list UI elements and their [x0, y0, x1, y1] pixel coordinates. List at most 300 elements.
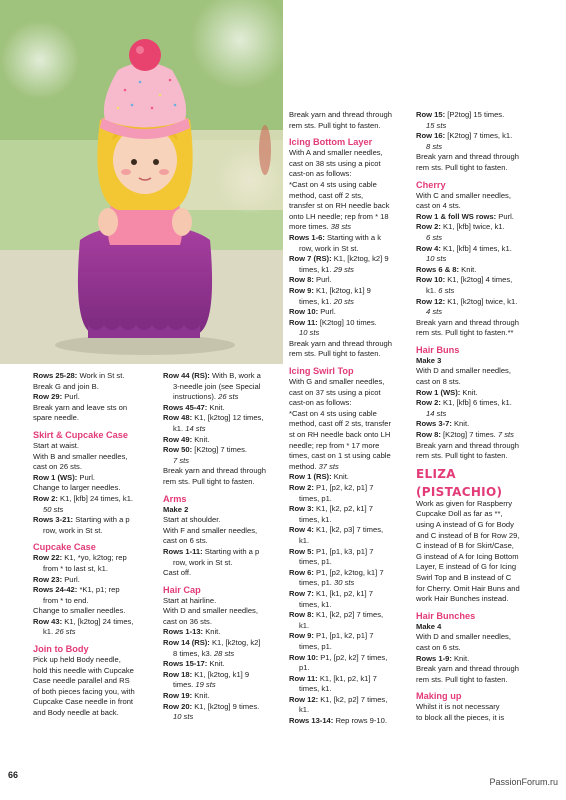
instruction-text: G instead of A for Icing Bottom — [416, 551, 519, 561]
instruction-text: *Cast on 4 sts using cable — [289, 179, 377, 189]
row-label: Rows 1-13: — [163, 627, 204, 637]
instruction-line — [163, 424, 285, 435]
row-label: Row 5: — [289, 546, 314, 556]
instruction-text: P1, [p2, k2tog, k1] 7 — [313, 567, 384, 577]
instruction-line — [416, 409, 556, 420]
instruction-text: and Body needle at back. — [33, 708, 119, 718]
instruction-line — [289, 233, 413, 244]
instruction-text: Purl. — [318, 307, 336, 317]
instruction-text: times, p1. — [299, 578, 335, 588]
row-label: Row 49: — [163, 434, 193, 444]
stitch-count: 6 sts — [438, 285, 455, 295]
stitch-count: 50 sts — [43, 504, 64, 514]
instruction-line — [289, 377, 413, 388]
instruction-line — [289, 525, 413, 536]
instruction-text: rem sts. Pull tight to fasten. — [289, 349, 381, 359]
row-label: Row 23: — [33, 574, 63, 584]
instruction-text: Knit. — [192, 691, 210, 701]
row-label: Row 43: — [33, 616, 63, 626]
stitch-count: 26 sts — [218, 392, 239, 402]
instruction-text: Purl. — [313, 275, 332, 285]
instruction-line — [163, 659, 285, 670]
instruction-text: of both pieces facing you, with — [33, 686, 135, 696]
instruction-line — [163, 536, 285, 547]
instruction-line — [416, 509, 556, 520]
instruction-line — [289, 621, 413, 632]
instruction-text: Purl. — [62, 574, 80, 584]
instruction-line — [289, 494, 413, 505]
instruction-line — [33, 473, 158, 484]
stitch-count: 28 sts — [213, 648, 235, 658]
instruction-line — [416, 297, 556, 308]
instruction-line — [416, 702, 556, 713]
pattern-title: (PISTACHIO) — [416, 485, 503, 500]
instruction-text: Knit. — [451, 653, 470, 663]
row-label: Rows 25-28: — [33, 371, 78, 380]
stitch-count: 26 sts — [55, 627, 76, 637]
instruction-line — [416, 441, 556, 452]
instruction-line — [416, 594, 556, 605]
instruction-line — [289, 610, 413, 621]
instruction-line — [289, 674, 413, 685]
instruction-line — [163, 617, 285, 628]
instruction-text: times, cast on 1 st using cable — [289, 451, 391, 461]
instruction-line — [416, 233, 556, 244]
instruction-line — [416, 152, 556, 163]
row-label: Rows 45-47: — [163, 402, 208, 412]
cupcake-doll-illustration — [0, 0, 283, 364]
row-label: Row 6: — [289, 567, 314, 577]
instruction-text: [P2tog] 15 times. — [445, 110, 505, 119]
row-label: Row 10: — [289, 652, 319, 662]
section-heading: Join to Body — [33, 644, 89, 655]
instruction-text: With F and smaller needles, — [163, 525, 258, 535]
instruction-text: Break yarn and thread through — [289, 338, 393, 348]
instruction-text: Start at waist. — [33, 440, 80, 450]
stitch-count: 6 sts — [426, 232, 443, 242]
section-heading: Making up — [416, 691, 462, 702]
instruction-line — [289, 349, 413, 360]
instruction-line — [33, 655, 158, 666]
make-count: Make 3 — [416, 355, 442, 365]
instruction-line — [416, 212, 556, 223]
instruction-line — [33, 462, 158, 473]
instruction-text: rem sts. Pull tight to fasten. — [163, 476, 255, 486]
instruction-line — [289, 631, 413, 642]
instruction-text: K1, [k2, p3] 7 times, — [313, 525, 384, 535]
instruction-text: K1, [k2tog, k1] 9 — [313, 285, 371, 295]
instruction-line — [289, 653, 413, 664]
instruction-text: Cupcake Doll as far as **, — [416, 509, 503, 519]
instruction-text: Change to larger needles. — [33, 483, 121, 493]
instruction-line — [416, 622, 556, 633]
instruction-line — [416, 675, 556, 686]
instruction-line — [33, 553, 158, 564]
instruction-text: K1, [kfb] 24 times, k1. — [57, 493, 134, 503]
instruction-line — [416, 713, 556, 724]
instruction-line — [289, 589, 413, 600]
instruction-text: Work in St st. — [77, 371, 125, 380]
instruction-line — [163, 445, 285, 456]
instruction-text: Case needle parallel and RS — [33, 676, 130, 686]
instruction-text: K1, [k2tog] 4 times, — [445, 275, 513, 285]
row-label: Row 12: — [416, 296, 446, 306]
instruction-line — [163, 547, 285, 558]
instruction-line — [416, 366, 556, 377]
doll-photo — [0, 0, 283, 364]
instruction-text: row, work in St st. — [43, 525, 103, 535]
instruction-line — [163, 435, 285, 446]
instruction-text: Break yarn and thread through — [163, 466, 267, 476]
instruction-line — [33, 515, 158, 526]
instruction-line — [289, 339, 413, 350]
stitch-count: 8 sts — [426, 141, 443, 151]
section-heading: Cupcake Case — [33, 542, 96, 553]
instruction-line — [289, 398, 413, 409]
instruction-line — [163, 606, 285, 617]
instruction-text: With B and smaller needles, — [33, 451, 128, 461]
instruction-line — [289, 307, 413, 318]
instruction-text: times, k1. — [299, 599, 332, 609]
instruction-line — [416, 318, 556, 329]
instruction-text: Cupcake Case needle in front — [33, 697, 134, 707]
instruction-text: Work as given for Raspberry — [416, 498, 513, 508]
text-column-2 — [163, 371, 285, 723]
instruction-text: Starting with a k — [324, 232, 382, 242]
instruction-line — [163, 649, 285, 660]
instruction-text: With D and smaller needles, — [416, 366, 511, 376]
instruction-text: K1, [k2tog] 12 times, — [192, 413, 264, 423]
instruction-text: K1, [k2, p2] 7 times, — [313, 610, 384, 620]
stitch-count: 7 sts — [173, 455, 190, 465]
instruction-text: Whilst it is not necessary — [416, 702, 500, 712]
instruction-line — [416, 275, 556, 286]
stitch-count: 14 sts — [185, 423, 206, 433]
row-label: Rows 3-7: — [416, 419, 452, 429]
row-label: Row 18: — [163, 669, 193, 679]
instruction-line — [416, 451, 556, 462]
row-label: Rows 6 & 8: — [416, 264, 460, 274]
instruction-line — [33, 403, 158, 414]
row-label: Row 50: — [163, 445, 193, 455]
instruction-text: cast on 6 sts. — [416, 642, 461, 652]
instruction-line — [33, 697, 158, 708]
instruction-line — [163, 627, 285, 638]
instruction-line — [289, 536, 413, 547]
instruction-text: Break yarn and leave sts on — [33, 402, 128, 412]
instruction-text: P1, [p2, k2] 7 times, — [318, 652, 388, 662]
instruction-line — [33, 371, 158, 382]
instruction-text: *Cast on 4 sts using cable — [289, 408, 377, 418]
instruction-text: rem sts. Pull tight to fasten. — [416, 674, 508, 684]
instruction-line — [33, 452, 158, 463]
instruction-line — [289, 254, 413, 265]
instruction-line — [163, 558, 285, 569]
instruction-text: Starting with a p — [202, 546, 260, 556]
stitch-count: 37 sts — [318, 461, 339, 471]
instruction-text: Knit. — [203, 627, 221, 637]
instruction-line — [416, 201, 556, 212]
instruction-line — [416, 388, 556, 399]
instruction-line — [289, 705, 413, 716]
instruction-line — [289, 515, 413, 526]
instruction-text: k1. — [43, 627, 56, 637]
row-label: Rows 1-11: — [163, 546, 203, 556]
instruction-line — [33, 596, 158, 607]
section-heading: Arms — [163, 493, 187, 504]
row-label: Row 8: — [289, 610, 314, 620]
instruction-text: P1, [p2, k2, p1] 7 — [313, 483, 374, 492]
instruction-line — [289, 159, 413, 170]
instruction-text: C instead of B for Skirt/Case, — [416, 541, 514, 551]
row-label: Row 1 (WS): — [33, 472, 78, 482]
instruction-line — [289, 419, 413, 430]
row-label: Row 9: — [289, 631, 314, 641]
instruction-line — [289, 275, 413, 286]
instruction-text: k1. — [426, 285, 439, 295]
instruction-line — [289, 169, 413, 180]
instruction-text: k1. — [299, 620, 310, 630]
instruction-line — [33, 627, 158, 638]
instruction-text: K1, [kfb] 4 times, k1. — [440, 243, 512, 253]
instruction-line — [33, 575, 158, 586]
instruction-line — [416, 520, 556, 531]
instruction-text: Break yarn and thread through — [416, 664, 520, 674]
instruction-text: hold this needle with Cupcake — [33, 665, 134, 675]
make-count: Make 2 — [163, 504, 189, 514]
instruction-text: With A and smaller needles, — [289, 148, 383, 158]
row-label: Row 9: — [289, 285, 314, 295]
row-label: Row 7: — [289, 588, 314, 598]
instruction-line — [163, 568, 285, 579]
instruction-line — [289, 578, 413, 589]
instruction-line — [33, 441, 158, 452]
instruction-text: K1, [kfb] twice, k1. — [440, 222, 505, 232]
instruction-line — [289, 222, 413, 233]
instruction-text: from * to end. — [43, 595, 89, 605]
instruction-text: Purl. — [496, 211, 514, 221]
instruction-line — [33, 708, 158, 719]
instruction-line — [33, 585, 158, 596]
pattern-title: ELIZA — [416, 466, 456, 481]
instruction-line — [289, 297, 413, 308]
instruction-line — [163, 638, 285, 649]
instruction-line — [163, 712, 285, 723]
stitch-count: 38 sts — [330, 222, 352, 232]
instruction-text: times. — [173, 680, 196, 690]
instruction-line — [33, 617, 158, 628]
stitch-count: 10 sts — [426, 254, 447, 264]
instruction-line — [163, 371, 285, 382]
row-label: Row 48: — [163, 413, 193, 423]
instruction-line — [416, 377, 556, 388]
row-label: Row 14 (RS): — [163, 638, 210, 648]
row-label: Row 8: — [416, 430, 441, 440]
instruction-line — [163, 456, 285, 467]
instruction-text: Break G and join B. — [33, 381, 99, 391]
instruction-line — [33, 483, 158, 494]
instruction-line — [289, 568, 413, 579]
row-label: Row 1 (WS): — [416, 387, 461, 397]
instruction-line — [289, 180, 413, 191]
section-heading: Icing Swirl Top — [289, 366, 354, 377]
instruction-line — [33, 505, 158, 516]
instruction-line — [163, 691, 285, 702]
instruction-line — [416, 419, 556, 430]
instruction-line — [416, 307, 556, 318]
instruction-line — [416, 265, 556, 276]
row-label: Row 2: — [416, 398, 441, 408]
instruction-text: Rep rows 9-10. — [333, 716, 387, 726]
instruction-text: Start at hairline. — [163, 595, 217, 605]
instruction-text: Break yarn and thread through — [416, 317, 520, 327]
instruction-text: rem sts. Pull tight to fasten.** — [416, 328, 514, 338]
instruction-text: [K2tog] 7 times. — [192, 445, 247, 455]
instruction-line — [33, 392, 158, 403]
instruction-line — [416, 121, 556, 132]
instruction-line — [289, 148, 413, 159]
instruction-line — [289, 547, 413, 558]
instruction-line — [416, 328, 556, 339]
instruction-line — [416, 222, 556, 233]
instruction-text: Break yarn and thread through — [416, 440, 520, 450]
instruction-text: K1, [k2tog] twice, k1. — [445, 296, 518, 306]
instruction-text: st on RH needle back onto LH — [289, 430, 391, 440]
text-column-4 — [416, 110, 556, 724]
page-number: 66 — [8, 770, 19, 780]
instruction-text: instructions). — [173, 392, 219, 402]
instruction-line — [289, 600, 413, 611]
instruction-line — [163, 466, 285, 477]
instruction-text: times, p1. — [299, 557, 332, 567]
instruction-line — [163, 596, 285, 607]
instruction-line — [33, 606, 158, 617]
instruction-text: cast on 4 sts. — [416, 201, 461, 211]
stitch-count: 14 sts — [426, 408, 447, 418]
section-heading: Hair Cap — [163, 584, 201, 595]
instruction-line — [416, 584, 556, 595]
instruction-line — [416, 552, 556, 563]
instruction-text: With B, work a — [209, 371, 261, 380]
instruction-text: row, work in St st. — [299, 243, 359, 253]
instruction-text: onto LH needle; rep from * 18 — [289, 211, 389, 221]
row-label: Row 11: — [289, 673, 318, 683]
instruction-text: Knit. — [451, 419, 470, 429]
instruction-line — [33, 494, 158, 505]
instruction-text: method. — [289, 461, 319, 471]
instruction-line — [163, 392, 285, 403]
stitch-count: 20 sts — [333, 296, 354, 306]
instruction-line — [33, 564, 158, 575]
stitch-count: 19 sts — [195, 680, 216, 690]
instruction-line — [289, 265, 413, 276]
instruction-line — [416, 562, 556, 573]
instruction-line — [289, 504, 413, 515]
instruction-line — [416, 398, 556, 409]
instruction-text: [K2tog] 10 times. — [317, 317, 377, 327]
instruction-line — [416, 632, 556, 643]
instruction-line — [163, 403, 285, 414]
instruction-line — [416, 142, 556, 153]
instruction-text: With D and smaller needles, — [416, 632, 511, 642]
row-label: Row 15: — [416, 110, 446, 119]
text-column-1 — [33, 371, 158, 719]
instruction-text: P1, [p1, k3, p1] 7 — [313, 546, 374, 556]
instruction-line — [163, 515, 285, 526]
instruction-line — [289, 201, 413, 212]
instruction-line — [33, 526, 158, 537]
instruction-line — [289, 483, 413, 494]
section-heading: Hair Bunches — [416, 610, 476, 621]
stitch-count: 15 sts — [426, 120, 447, 130]
row-label: Row 2: — [33, 493, 58, 503]
instruction-line — [289, 110, 413, 121]
instruction-line — [163, 670, 285, 681]
instruction-text: times, p1. — [299, 493, 332, 503]
instruction-text: needle; rep from * 17 more — [289, 440, 380, 450]
stitch-count: 7 sts — [497, 430, 514, 440]
row-label: Row 4: — [289, 525, 314, 535]
instruction-text: Knit. — [331, 472, 349, 482]
row-label: Row 4: — [416, 243, 441, 253]
instruction-line — [416, 541, 556, 552]
row-label: Row 44 (RS): — [163, 371, 210, 380]
make-count: Make 4 — [416, 621, 442, 631]
instruction-text: transfer st on RH needle back — [289, 201, 390, 211]
instruction-line — [289, 684, 413, 695]
instruction-line — [416, 286, 556, 297]
instruction-text: spare needle. — [33, 413, 80, 423]
instruction-text: times, k1. — [299, 264, 334, 274]
instruction-line — [289, 716, 413, 727]
row-label: Row 10: — [416, 275, 446, 285]
row-label: Row 10: — [289, 307, 319, 317]
row-label: Row 2: — [416, 222, 441, 232]
section-heading: Icing Bottom Layer — [289, 137, 373, 148]
instruction-text: With D and smaller needles, — [163, 606, 258, 616]
instruction-line — [416, 163, 556, 174]
instruction-text: rem sts. Pull tight to fasten. — [416, 451, 508, 461]
instruction-line — [163, 382, 285, 393]
instruction-line — [289, 388, 413, 399]
row-label: Row 8: — [289, 275, 314, 285]
section-heading: Cherry — [416, 179, 446, 190]
instruction-line — [163, 680, 285, 691]
instruction-line — [289, 318, 413, 329]
instruction-text: method, cast off 2 sts, transfer — [289, 419, 392, 429]
instruction-text: K1, [k2, p2, k1] 7 — [313, 504, 374, 514]
instruction-text: K1, [kfb] 6 times, k1. — [440, 398, 512, 408]
instruction-line — [289, 212, 413, 223]
row-label: Row 1 (RS): — [289, 472, 332, 482]
instruction-text: method, cast off 2 sts, — [289, 190, 364, 200]
instruction-text: K1, *yo, k2tog; rep — [62, 553, 127, 563]
row-label: Rows 13-14: — [289, 716, 334, 726]
row-label: Rows 24-42: — [33, 585, 78, 595]
instruction-text: k1. — [173, 423, 186, 433]
stitch-count: 30 sts — [334, 578, 355, 588]
row-label: Row 29: — [33, 392, 63, 402]
instruction-text: for Cherry. Omit Hair Buns and — [416, 583, 520, 593]
instruction-line — [416, 110, 556, 121]
instruction-text: from * to last st, k1. — [43, 563, 108, 573]
row-label: Row 3: — [289, 504, 314, 514]
instruction-text: Break yarn and thread through — [289, 110, 393, 119]
text-column-3 — [289, 110, 413, 727]
instruction-line — [163, 702, 285, 713]
instruction-line — [289, 244, 413, 255]
instruction-text: k1. — [299, 705, 310, 715]
